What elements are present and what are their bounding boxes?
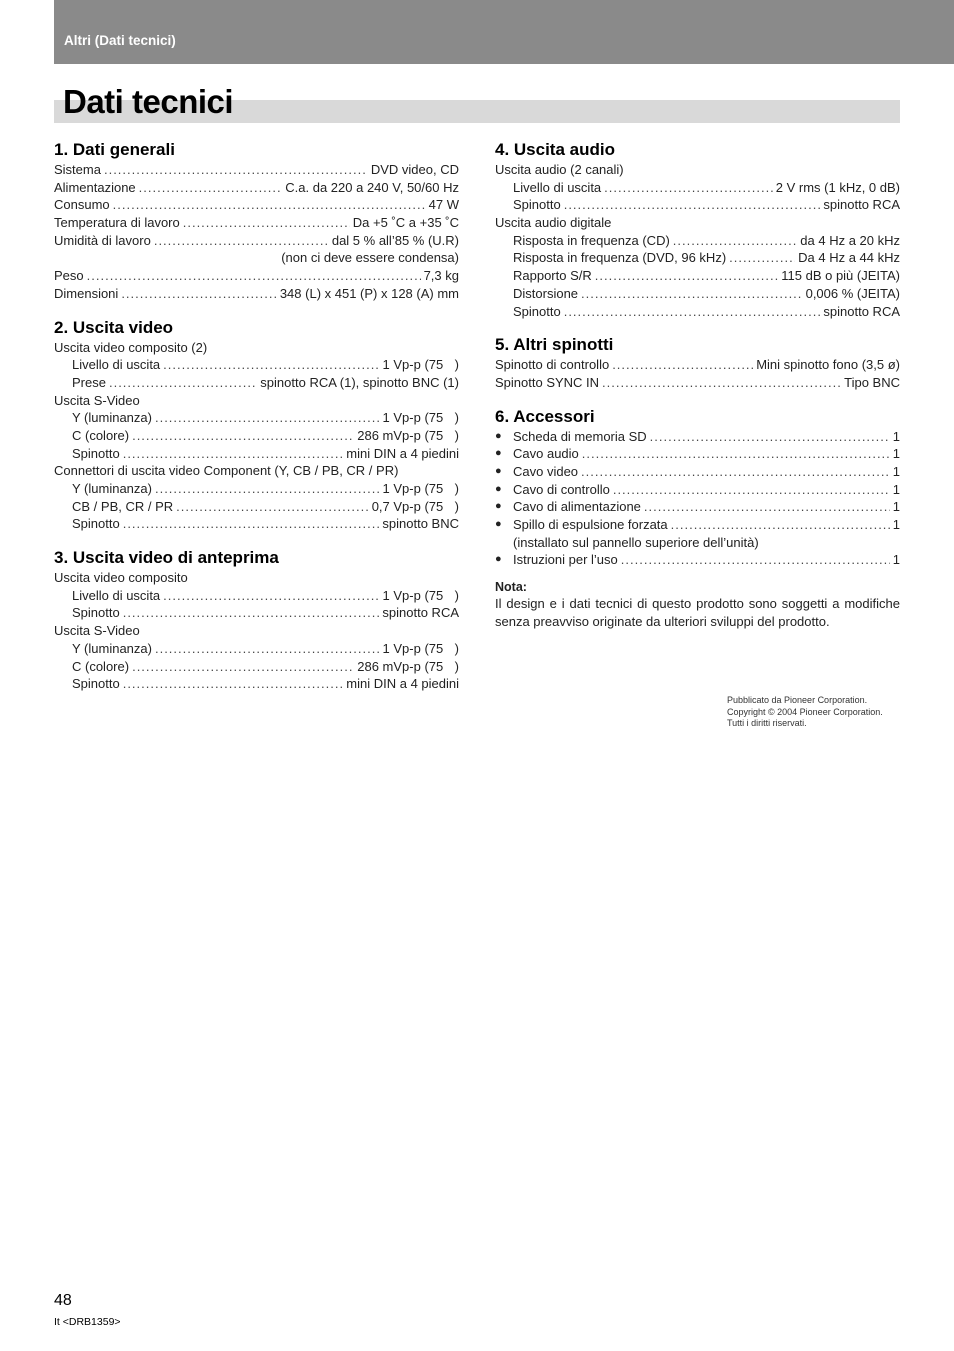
item-quantity: 1 — [892, 446, 900, 462]
spec-row — [495, 267, 900, 285]
spec-value: 286 mVp-p (75 ) — [357, 658, 459, 674]
section-title: 4. Uscita audio — [495, 140, 615, 159]
spec-label: Y (luminanza) — [72, 481, 152, 496]
spec-row — [495, 356, 900, 374]
spec-row — [54, 285, 459, 303]
subsection-heading: Uscita S-Video — [54, 623, 140, 639]
page-title: Dati tecnici — [63, 83, 234, 120]
spec-row — [54, 640, 459, 658]
spec-row — [54, 604, 459, 622]
spec-row — [54, 161, 459, 179]
list-item — [495, 551, 900, 569]
page-number: 48 — [54, 1292, 72, 1309]
spec-label: Livello di uscita — [72, 357, 161, 373]
spec-row — [495, 285, 900, 303]
spec-row — [495, 179, 900, 197]
spec-row — [495, 196, 900, 214]
publisher-info — [727, 695, 883, 730]
spec-row — [54, 480, 459, 498]
spec-value: mini DIN a 4 piedini — [346, 445, 459, 461]
spec-value: 1 Vp-p (75 ) — [382, 640, 459, 656]
subsection-heading: Uscita video composito — [54, 570, 188, 586]
spec-label: Temperatura di lavoro — [54, 215, 180, 231]
spec-value: spinotto RCA — [823, 197, 900, 213]
spec-row — [54, 409, 459, 427]
spec-label: Consumo — [54, 197, 110, 213]
spec-label: C (colore) — [72, 427, 130, 443]
document-code: It <DRB1359> — [54, 1316, 121, 1328]
spec-label: Sistema — [54, 162, 101, 177]
section-title: 3. Uscita video di anteprima — [54, 548, 279, 568]
spec-value: Tipo BNC — [844, 374, 900, 390]
spec-label: Spinotto — [72, 605, 120, 621]
breadcrumb: Altri (Dati tecnici) — [64, 33, 176, 48]
spec-label: Y (luminanza) — [72, 410, 152, 426]
spec-value: 1 Vp-p (75 ) — [382, 357, 459, 373]
spec-value: 1 Vp-p (75 ) — [382, 587, 459, 603]
section-uscita-audio — [495, 138, 900, 320]
left-column — [54, 138, 459, 706]
spec-value: DVD video, CD — [370, 162, 459, 177]
spec-label: Spinotto — [72, 445, 120, 461]
spec-value: spinotto RCA (1), spinotto BNC (1) — [260, 374, 459, 390]
item-quantity: 1 — [892, 463, 900, 479]
spec-label: Y (luminanza) — [72, 640, 152, 656]
item-quantity: 1 — [892, 481, 900, 497]
list-item — [495, 516, 900, 534]
spec-label: Rapporto S/R — [513, 268, 592, 284]
spec-value: 115 dB o più (JEITA) — [781, 268, 900, 284]
rights-line: Tutti i diritti riservati. — [727, 718, 807, 728]
spec-row — [54, 498, 459, 516]
section-title: 2. Uscita video — [54, 317, 174, 337]
spec-row — [54, 427, 459, 445]
spec-value: 7,3 kg — [423, 268, 459, 284]
list-item — [495, 498, 900, 516]
spec-row-continuation — [54, 249, 459, 267]
item-label: ● Cavo video — [495, 463, 578, 481]
section-altri-spinotti — [495, 333, 900, 391]
subsection-heading: Uscita audio digitale — [495, 215, 612, 231]
subsection-heading: Uscita audio (2 canali) — [495, 162, 624, 177]
spec-row — [54, 214, 459, 232]
item-quantity: 1 — [892, 517, 900, 532]
spec-row — [54, 445, 459, 463]
spec-row — [495, 249, 900, 267]
spec-row — [54, 232, 459, 250]
spec-row — [495, 232, 900, 250]
spec-value: 47 W — [428, 197, 459, 213]
item-quantity: 1 — [892, 499, 900, 515]
section-title: 5. Altri spinotti — [495, 335, 614, 355]
section-title: 1. Dati generali — [54, 140, 175, 159]
header-bar — [54, 0, 954, 64]
spec-label: Peso — [54, 268, 84, 284]
spec-label: Risposta in frequenza (CD) — [513, 232, 670, 248]
item-label: ● Scheda di memoria SD — [495, 428, 647, 446]
subsection-heading: Connettori di uscita video Component (Y, CB / PB, CR / PR) — [54, 463, 399, 479]
spec-label: Dimensioni — [54, 285, 119, 301]
spec-label: Alimentazione — [54, 179, 136, 195]
section-accessori — [495, 405, 900, 631]
right-column — [495, 138, 900, 643]
spec-value: dal 5 % all’85 % (U.R) — [331, 232, 459, 248]
item-label: ● Cavo di controllo — [495, 481, 610, 499]
spec-row — [54, 196, 459, 214]
spec-label: Spinotto — [72, 516, 120, 532]
spec-label: Spinotto SYNC IN — [495, 374, 600, 390]
spec-value: 348 (L) x 451 (P) x 128 (A) mm — [279, 285, 459, 301]
spec-row — [54, 675, 459, 693]
spec-value: spinotto RCA — [382, 605, 459, 621]
item-quantity: 1 — [892, 428, 900, 444]
spec-value: C.a. da 220 a 240 V, 50/60 Hz — [285, 179, 459, 195]
spec-value: 0,7 Vp-p (75 ) — [371, 498, 459, 514]
spec-row — [54, 356, 459, 374]
publisher-line: Pubblicato da Pioneer Corporation. — [727, 695, 868, 705]
item-label: ● Istruzioni per l’uso — [495, 551, 618, 569]
spec-label: Livello di uscita — [513, 179, 602, 195]
spec-value: 286 mVp-p (75 ) — [357, 427, 459, 443]
list-item — [495, 463, 900, 481]
section-anteprima — [54, 546, 459, 693]
spec-value: (non ci deve essere condensa) — [281, 250, 459, 266]
spec-label: Livello di uscita — [72, 587, 161, 603]
spec-value: Da 4 Hz a 44 kHz — [798, 250, 900, 266]
item-note: (installato sul pannello superiore dell’unità) — [513, 534, 759, 550]
spec-label: Spinotto — [513, 303, 561, 319]
spec-value: spinotto BNC — [382, 516, 459, 532]
item-label: ● Cavo di alimentazione — [495, 498, 641, 516]
spec-label: Spinotto — [513, 197, 561, 213]
spec-row — [54, 658, 459, 676]
spec-row — [495, 374, 900, 392]
section-uscita-video — [54, 316, 459, 534]
spec-label: Risposta in frequenza (DVD, 96 kHz) — [513, 250, 727, 266]
spec-label: Prese — [72, 374, 106, 390]
note-text: Il design e i dati tecnici di questo prodotto sono soggetti a modifiche senza preavviso originate da ulteriori sviluppi del prodotto. — [495, 596, 900, 629]
section-title: 6. Accessori — [495, 406, 595, 426]
spec-row — [54, 587, 459, 605]
copyright-line: Copyright © 2004 Pioneer Corporation. — [727, 706, 883, 717]
list-item — [495, 481, 900, 499]
spec-value: Mini spinotto fono (3,5 ø) — [756, 357, 900, 373]
spec-value: Da +5 ˚C a +35 ˚C — [352, 215, 459, 231]
spec-label: CB / PB, CR / PR — [72, 498, 174, 514]
spec-label: Spinotto — [72, 676, 120, 692]
list-item — [495, 428, 900, 446]
list-item — [495, 445, 900, 463]
spec-value: da 4 Hz a 20 kHz — [800, 232, 900, 248]
section-dati-generali — [54, 138, 459, 303]
spec-value: 2 V rms (1 kHz, 0 dB) — [775, 179, 900, 195]
spec-row — [54, 179, 459, 197]
item-quantity: 1 — [892, 552, 900, 568]
spec-row — [54, 515, 459, 533]
note-title: Nota: — [495, 580, 527, 595]
spec-value: mini DIN a 4 piedini — [346, 676, 459, 692]
spec-value: 1 Vp-p (75 ) — [382, 481, 459, 496]
spec-value: 0,006 % (JEITA) — [805, 285, 900, 301]
spec-row — [54, 374, 459, 392]
subsection-heading: Uscita S-Video — [54, 392, 140, 408]
spec-row — [495, 303, 900, 321]
spec-label: C (colore) — [72, 658, 130, 674]
item-label: ● Cavo audio — [495, 445, 579, 463]
spec-value: spinotto RCA — [823, 303, 900, 319]
spec-label: Umidità di lavoro — [54, 232, 151, 248]
spec-value: 1 Vp-p (75 ) — [382, 410, 459, 426]
item-label: ● Spillo di espulsione forzata — [495, 516, 668, 534]
spec-row — [54, 267, 459, 285]
spec-label: Distorsione — [513, 285, 579, 301]
subsection-heading: Uscita video composito (2) — [54, 339, 208, 355]
spec-label: Spinotto di controllo — [495, 357, 610, 373]
